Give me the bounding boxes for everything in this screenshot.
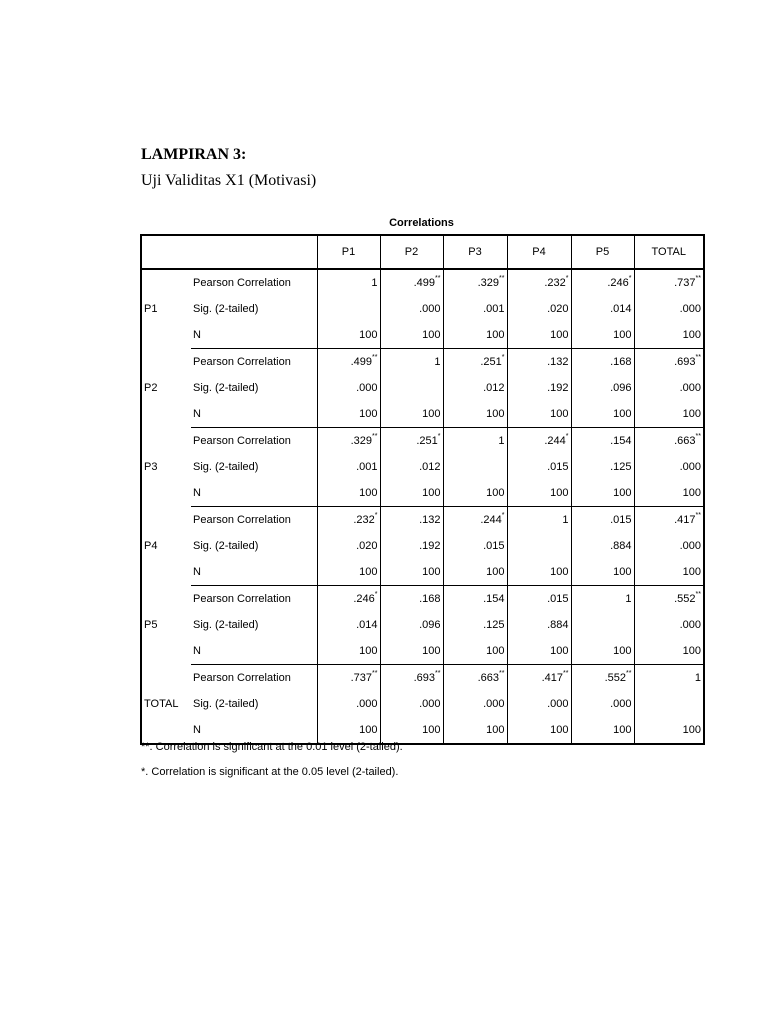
pearson-value (507, 349, 571, 376)
table-row (141, 454, 704, 480)
coefficient: .251 (480, 356, 502, 368)
significance-mark: * (501, 354, 505, 361)
n-value: 100 (507, 480, 571, 507)
coefficient: .244 (544, 435, 566, 447)
stat-label: Sig. (2-tailed) (191, 533, 317, 559)
stat-label: Sig. (2-tailed) (191, 454, 317, 480)
pearson-value (380, 349, 443, 376)
pearson-value (443, 586, 507, 613)
n-value: 100 (317, 401, 380, 428)
sig-value (634, 691, 704, 717)
sig-value: .020 (507, 296, 571, 322)
n-value: 100 (443, 559, 507, 586)
sig-value: .884 (571, 533, 634, 559)
significance-mark: ** (695, 433, 701, 440)
n-value: 100 (634, 638, 704, 665)
sig-value: .000 (679, 619, 701, 631)
coefficient: .154 (483, 593, 505, 605)
coefficient: .132 (547, 356, 569, 368)
sig-value (380, 375, 443, 401)
sig-value: .000 (507, 691, 571, 717)
significance-mark: * (565, 433, 569, 440)
coefficient: 1 (694, 672, 701, 684)
sig-value: .000 (571, 691, 634, 717)
n-value: 100 (443, 401, 507, 428)
sig-value: .192 (380, 533, 443, 559)
table-row (141, 507, 704, 534)
table-row (141, 428, 704, 455)
footnote-005: *. Correlation is significant at the 0.05 level (2-tailed). (141, 766, 399, 778)
pearson-value (507, 586, 571, 613)
pearson-value (634, 665, 704, 692)
table-row (141, 480, 704, 507)
pearson-value (317, 507, 380, 534)
coefficient: 1 (371, 277, 378, 289)
coefficient: .329 (477, 277, 500, 289)
pearson-value (507, 269, 571, 296)
table-row (141, 269, 704, 296)
significance-mark: * (437, 433, 441, 440)
significance-mark: ** (372, 354, 378, 361)
stat-label: Sig. (2-tailed) (191, 691, 317, 717)
coefficient: .737 (674, 277, 696, 289)
n-value: 100 (682, 724, 701, 736)
stat-label: Pearson Correlation (191, 349, 317, 376)
stat-label: N (191, 322, 317, 349)
coefficient: .232 (353, 514, 375, 526)
sig-value: .015 (443, 533, 507, 559)
sig-value (507, 533, 571, 559)
n-value: 100 (634, 322, 704, 349)
sig-value: .000 (380, 296, 443, 322)
page-subheading: Uji Validitas X1 (Motivasi) (141, 172, 317, 189)
n-value: 100 (634, 559, 704, 586)
sig-value: .015 (507, 454, 571, 480)
n-value: 100 (317, 559, 380, 586)
sig-value: .012 (380, 454, 443, 480)
table-caption: Correlations (389, 217, 454, 229)
n-value: 100 (380, 480, 443, 507)
n-value: 100 (507, 322, 571, 349)
significance-mark: ** (372, 433, 378, 440)
significance-mark: * (501, 512, 505, 519)
pearson-value (443, 507, 507, 534)
n-value: 100 (571, 480, 634, 507)
sig-value (443, 454, 507, 480)
table-row (141, 717, 704, 744)
column-header-p5: P5 (571, 235, 634, 269)
stat-label: Pearson Correlation (191, 586, 317, 613)
coefficient: .499 (350, 356, 373, 368)
pearson-value (507, 665, 571, 692)
coefficient: .663 (674, 435, 696, 447)
pearson-value (380, 269, 443, 296)
pearson-value (380, 428, 443, 455)
coefficient: .552 (674, 593, 696, 605)
stat-label: N (191, 717, 317, 744)
n-value: 100 (443, 638, 507, 665)
table-row (141, 322, 704, 349)
n-value: 100 (507, 717, 571, 744)
table-row (141, 296, 704, 322)
sig-value: .096 (380, 612, 443, 638)
n-value: 100 (634, 401, 704, 428)
coefficient: .015 (547, 593, 569, 605)
n-value: 100 (507, 401, 571, 428)
sig-value: .000 (380, 691, 443, 717)
pearson-value (317, 586, 380, 613)
n-value: 100 (571, 322, 634, 349)
pearson-value (380, 507, 443, 534)
pearson-value (634, 349, 704, 376)
significance-mark: ** (435, 275, 441, 282)
table-row (141, 691, 704, 717)
row-header: P4 (144, 540, 158, 552)
table-row (141, 375, 704, 401)
n-value: 100 (380, 717, 443, 744)
n-value: 100 (571, 559, 634, 586)
row-header: TOTAL (144, 697, 179, 710)
sig-value: .125 (443, 612, 507, 638)
table-row (141, 533, 704, 559)
sig-value: .012 (443, 375, 507, 401)
pearson-value (507, 507, 571, 534)
pearson-value (634, 507, 704, 534)
pearson-value (634, 586, 704, 613)
table-row (141, 559, 704, 586)
pearson-value (317, 665, 380, 692)
significance-mark: ** (499, 275, 505, 282)
coefficient: .244 (480, 514, 502, 526)
row-header: P5 (144, 619, 158, 631)
pearson-value (380, 665, 443, 692)
n-value: 100 (507, 638, 571, 665)
stat-label: Pearson Correlation (191, 428, 317, 455)
n-value: 100 (443, 480, 507, 507)
coefficient: .132 (419, 514, 441, 526)
pearson-value (443, 269, 507, 296)
coefficient: 1 (498, 435, 505, 447)
table-row (141, 612, 704, 638)
stat-label: Sig. (2-tailed) (191, 375, 317, 401)
column-header-p2: P2 (380, 235, 443, 269)
significance-mark: * (628, 275, 632, 282)
sig-value: .000 (317, 691, 380, 717)
significance-mark: * (374, 512, 378, 519)
n-value: 100 (380, 638, 443, 665)
n-value: 100 (380, 322, 443, 349)
n-value: 100 (380, 559, 443, 586)
pearson-value (571, 269, 634, 296)
n-value: 100 (317, 638, 380, 665)
significance-mark: ** (695, 354, 701, 361)
column-header-p1: P1 (317, 235, 380, 269)
pearson-value (443, 349, 507, 376)
n-value: 100 (634, 480, 704, 507)
significance-mark: ** (695, 591, 701, 598)
sig-value: .020 (317, 533, 380, 559)
stat-label: N (191, 559, 317, 586)
sig-value: .000 (317, 375, 380, 401)
significance-mark: ** (435, 670, 441, 677)
sig-value (317, 296, 380, 322)
stat-label: Pearson Correlation (191, 507, 317, 534)
row-header: P2 (144, 382, 158, 394)
pearson-value (571, 507, 634, 534)
sig-value: .001 (443, 296, 507, 322)
table-row (141, 586, 704, 613)
stat-label: N (191, 401, 317, 428)
stat-label: Sig. (2-tailed) (191, 612, 317, 638)
coefficient: .693 (674, 356, 696, 368)
sig-value: .000 (679, 382, 701, 394)
column-header-p4: P4 (507, 235, 571, 269)
pearson-value (634, 428, 704, 455)
column-header-p3: P3 (443, 235, 507, 269)
pearson-value (571, 586, 634, 613)
stat-label: Sig. (2-tailed) (191, 296, 317, 322)
pearson-value (317, 428, 380, 455)
n-value: 100 (443, 717, 507, 744)
coefficient: .015 (610, 514, 632, 526)
coefficient: .168 (610, 356, 632, 368)
stat-label: N (191, 638, 317, 665)
pearson-value (507, 428, 571, 455)
coefficient: .246 (353, 593, 375, 605)
pearson-value (443, 665, 507, 692)
coefficient: .417 (541, 672, 564, 684)
footnote-001: **. Correlation is significant at the 0.01 level (2-tailed). (141, 741, 403, 753)
stat-label: Pearson Correlation (191, 269, 317, 296)
pearson-value (571, 349, 634, 376)
coefficient: .329 (350, 435, 373, 447)
coefficient: 1 (434, 356, 441, 368)
n-value: 100 (317, 322, 380, 349)
n-value: 100 (571, 717, 634, 744)
n-value: 100 (380, 401, 443, 428)
n-value: 100 (571, 401, 634, 428)
pearson-value (571, 665, 634, 692)
sig-value: .096 (571, 375, 634, 401)
column-header-total: TOTAL (634, 235, 704, 269)
significance-mark: ** (695, 275, 701, 282)
table-row (141, 401, 704, 428)
sig-value: .000 (443, 691, 507, 717)
n-value: 100 (571, 638, 634, 665)
page-heading: LAMPIRAN 3: (141, 146, 247, 163)
row-header: P3 (144, 461, 158, 473)
significance-mark: ** (626, 670, 632, 677)
coefficient: .246 (607, 277, 629, 289)
coefficient: .663 (477, 672, 500, 684)
header-corner (141, 235, 317, 269)
correlations-table (140, 234, 705, 745)
n-value: 100 (507, 559, 571, 586)
sig-value: .125 (571, 454, 634, 480)
n-value: 100 (443, 322, 507, 349)
coefficient: 1 (562, 514, 569, 526)
sig-value: .014 (317, 612, 380, 638)
sig-value: .884 (507, 612, 571, 638)
pearson-value (317, 349, 380, 376)
coefficient: .737 (350, 672, 373, 684)
coefficient: .232 (544, 277, 566, 289)
sig-value: .192 (507, 375, 571, 401)
coefficient: .552 (604, 672, 627, 684)
coefficient: .154 (610, 435, 632, 447)
pearson-value (443, 428, 507, 455)
pearson-value (380, 586, 443, 613)
sig-value: .000 (679, 461, 701, 473)
stat-label: Pearson Correlation (191, 665, 317, 692)
header-row (141, 235, 704, 269)
sig-value: .000 (679, 303, 701, 315)
coefficient: .168 (419, 593, 441, 605)
coefficient: .693 (413, 672, 436, 684)
significance-mark: ** (499, 670, 505, 677)
table-row (141, 665, 704, 692)
pearson-value (317, 269, 380, 296)
coefficient: 1 (625, 593, 632, 605)
pearson-value (634, 269, 704, 296)
significance-mark: ** (695, 512, 701, 519)
n-value: 100 (317, 717, 380, 744)
significance-mark: ** (372, 670, 378, 677)
pearson-value (571, 428, 634, 455)
table-row (141, 349, 704, 376)
coefficient: .251 (416, 435, 438, 447)
sig-value (571, 612, 634, 638)
significance-mark: * (374, 591, 378, 598)
coefficient: .499 (413, 277, 436, 289)
sig-value: .000 (679, 540, 701, 552)
n-value: 100 (317, 480, 380, 507)
row-header: P1 (144, 303, 158, 316)
sig-value: .001 (317, 454, 380, 480)
sig-value: .014 (571, 296, 634, 322)
coefficient: .417 (674, 514, 696, 526)
significance-mark: ** (563, 670, 569, 677)
significance-mark: * (565, 275, 569, 282)
stat-label: N (191, 480, 317, 507)
table-row (141, 638, 704, 665)
